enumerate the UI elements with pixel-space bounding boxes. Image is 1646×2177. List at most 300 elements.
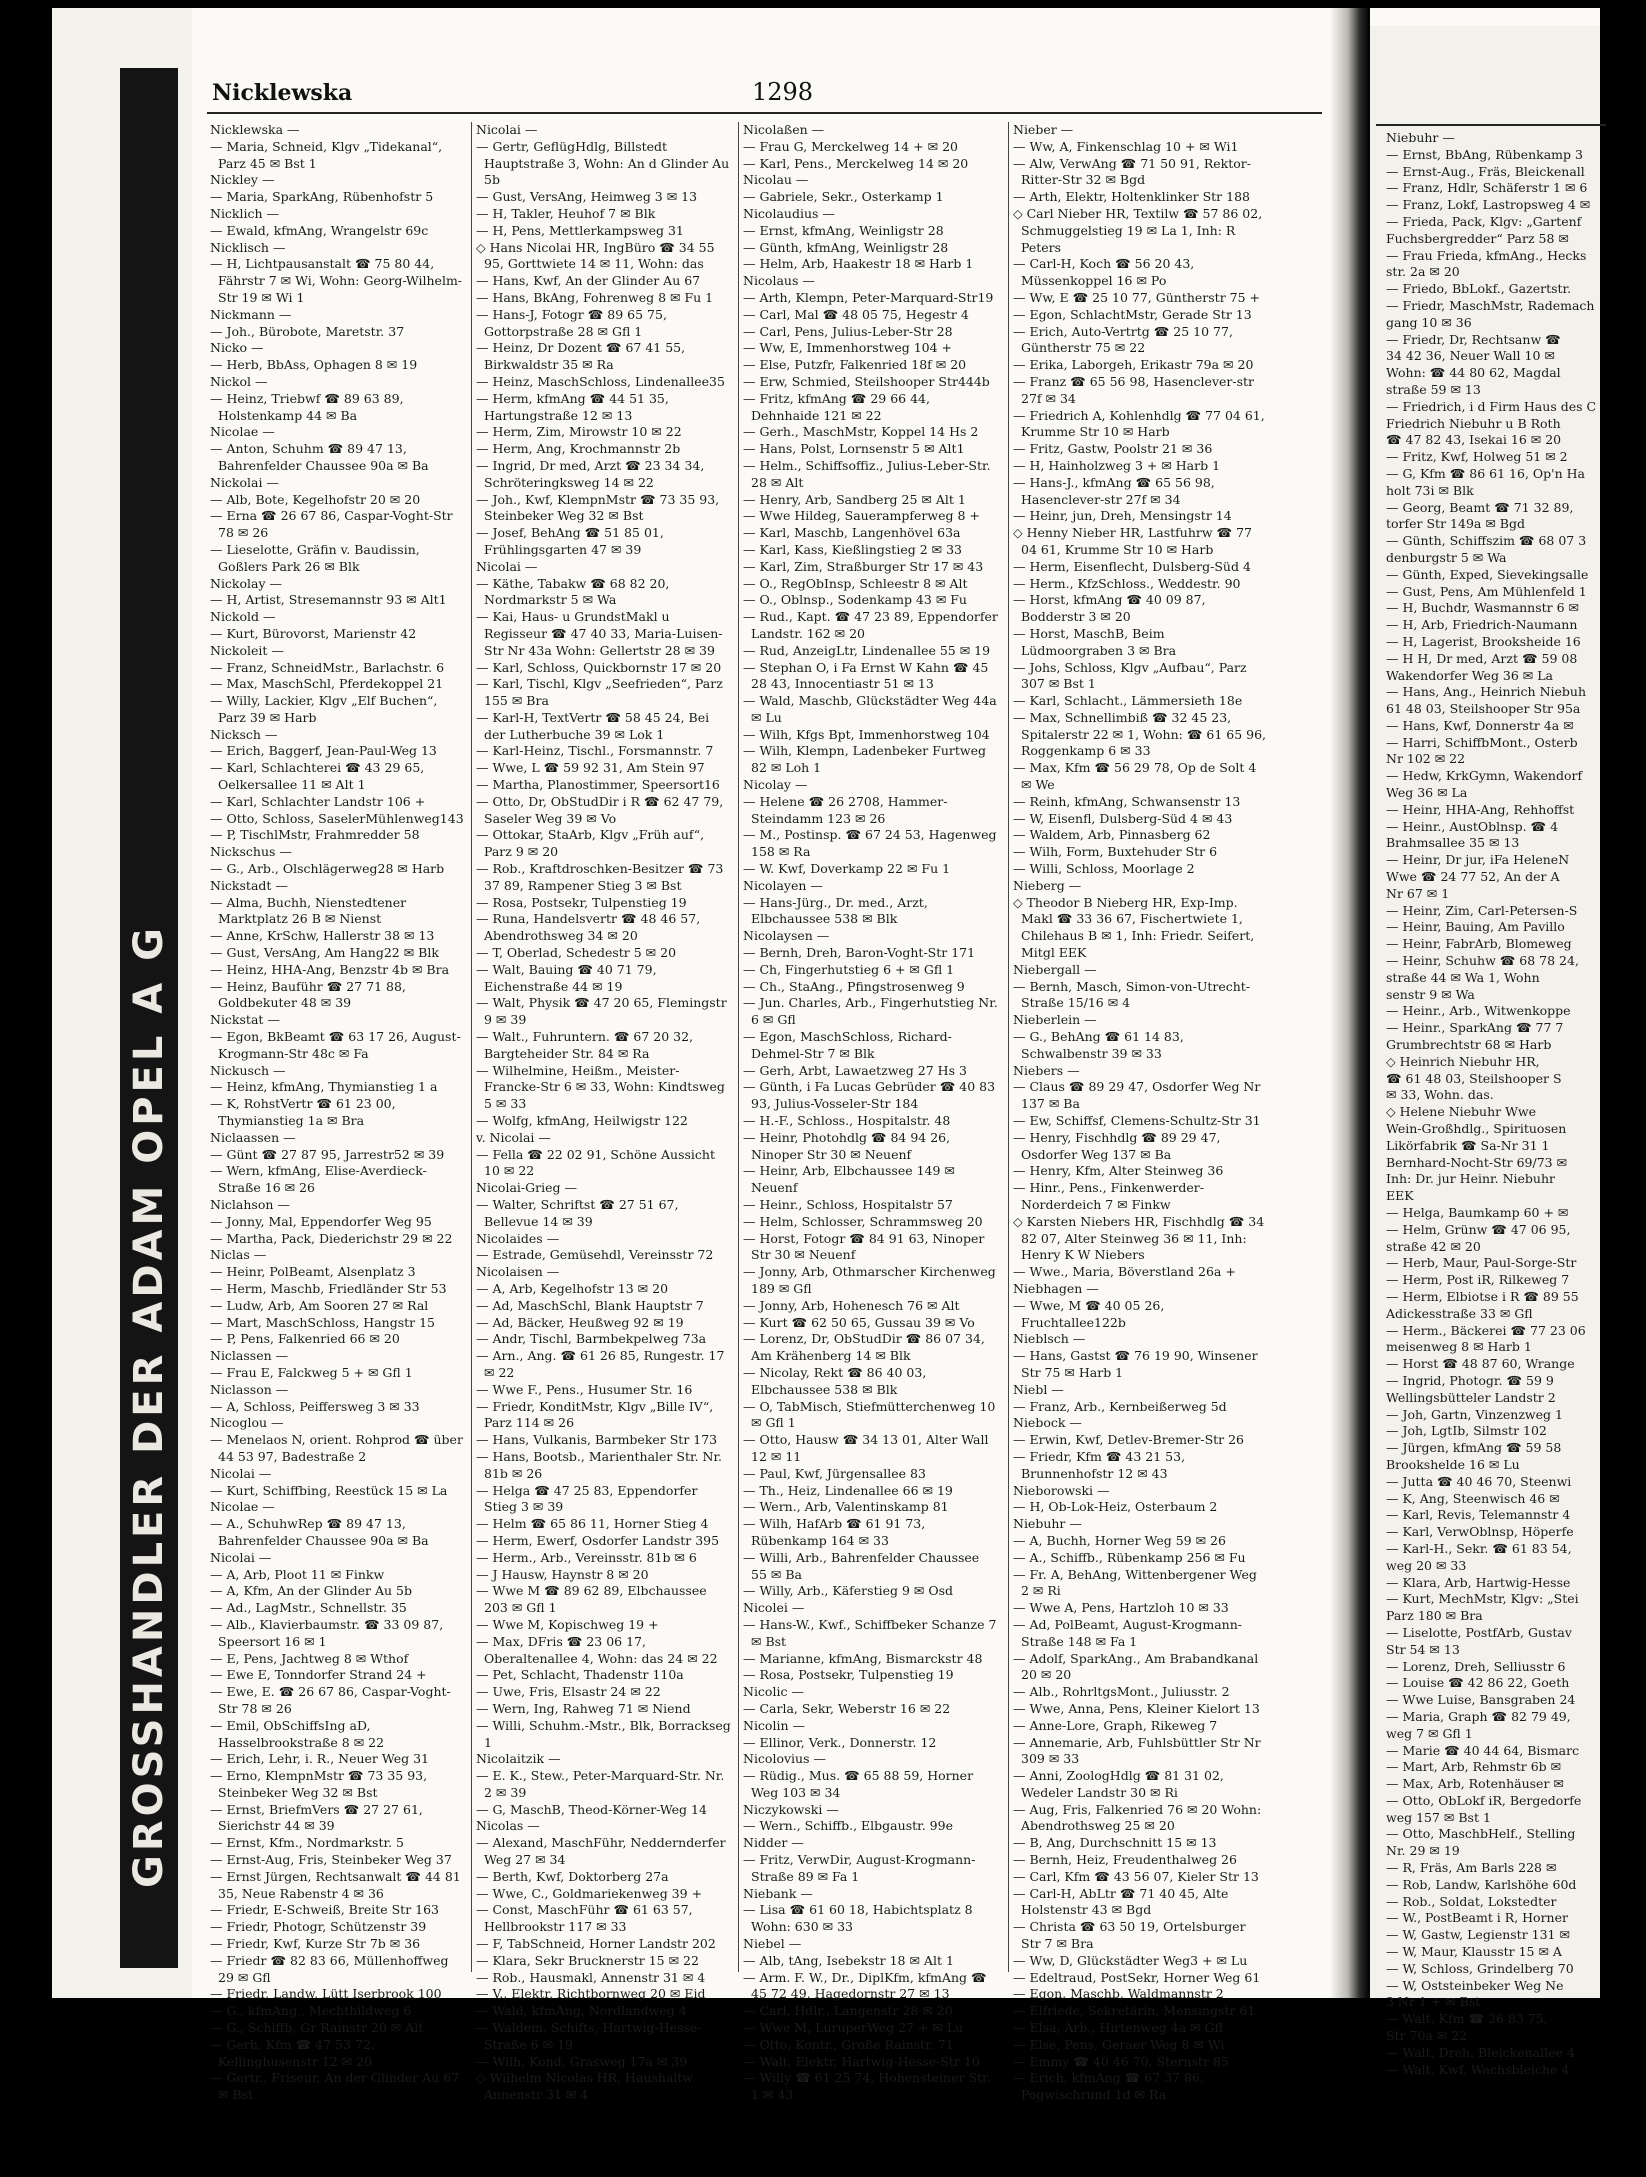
directory-entry: — Gust, VersAng, Am Hang22 ✉ Blk	[210, 945, 439, 961]
directory-entry: — Alw, VerwAng ☎ 71 50 91, Rektor-Ritter-Str 32 ✉ Bgd	[1013, 155, 1251, 188]
facing-page-entry: — R, Fräs, Am Barls 228 ✉	[1386, 1860, 1557, 1876]
surname-heading: Nicko —	[210, 340, 264, 356]
directory-entry: — Martha, Pack, Diederichstr 29 ✉ 22	[210, 1230, 453, 1246]
facing-page-entry: ◇ Helene Niebuhr Wwe	[1386, 1104, 1537, 1120]
directory-entry: — K, RohstVertr ☎ 61 23 00, Thymianstieg 1a ✉ Bra	[210, 1096, 396, 1129]
facing-page-entry: — Lorenz, Dreh, Selliusstr 6	[1386, 1658, 1566, 1674]
facing-page-entry: — Max, Arb, Rotenhäuser ✉	[1386, 1776, 1564, 1792]
facing-page-entry: Inh: Dr. jur Heinr. Niebuhr	[1386, 1171, 1555, 1187]
directory-entry: — Else, Pens, Geraer Weg 8 ✉ Wi	[1013, 2036, 1225, 2052]
directory-entry: — Rud, AnzeigLtr, Lindenallee 55 ✉ 19	[743, 642, 991, 658]
surname-heading: Nieberg —	[1013, 877, 1082, 893]
facing-page-entry: denburgstr 5 ✉ Wa	[1386, 549, 1507, 565]
directory-entry: — A, Schloss, Peiffersweg 3 ✉ 33	[210, 1398, 420, 1414]
directory-entry: — Bernh, Dreh, Baron-Voght-Str 171	[743, 945, 976, 961]
facing-page-entry: Brookshelde 16 ✉ Lu	[1386, 1456, 1520, 1472]
facing-page-header-rule	[1376, 124, 1606, 126]
facing-page-entry: — Rob., Soldat, Lokstedter	[1386, 1893, 1557, 1909]
facing-page-entry: — Herm, Elbiotse i R ☎ 89 55	[1386, 1288, 1579, 1304]
facing-page-entry: Niebuhr —	[1386, 130, 1455, 145]
directory-entry: — Wolfg, kfmAng, Heilwigstr 122	[476, 1113, 688, 1129]
directory-entry: — Carla, Sekr, Weberstr 16 ✉ 22	[743, 1700, 951, 1716]
directory-entry: — Karl, Pens., Merckelweg 14 ✉ 20	[743, 155, 969, 171]
facing-page-entry: — Klara, Arb, Hartwig-Hesse	[1386, 1574, 1571, 1590]
directory-entry: — Henry, Kfm, Alter Steinweg 36	[1013, 1163, 1224, 1179]
surname-heading: Nicolaisen —	[476, 1264, 560, 1280]
directory-entry: — Otto, Dr, ObStudDir i R ☎ 62 47 79, Saseler Weg 39 ✉ Vo	[476, 793, 724, 826]
column-divider	[471, 122, 472, 1972]
directory-entry: — Bernh, Heiz, Freudenthalweg 26	[1013, 1852, 1237, 1868]
directory-entry: — Helm ☎ 65 86 11, Horner Stieg 4	[476, 1516, 709, 1532]
facing-page-entry: Nr 67 ✉ 1	[1386, 885, 1450, 901]
facing-page-entry: — Hedw, KrkGymn, Wakendorf	[1386, 768, 1583, 784]
surname-heading: Nicolic —	[743, 1684, 804, 1700]
directory-entry: — Wern, kfmAng, Elise-Averdieck-Straße 16 ✉ 26	[210, 1163, 427, 1196]
directory-entry: — Rosa, Postsekr, Tulpenstieg 19	[476, 894, 687, 910]
facing-page-entry: Wakendorfer Weg 36 ✉ La	[1386, 667, 1553, 683]
directory-entry: — Walt, Elektr, Hartwig-Hesse-Str 10	[743, 2053, 980, 2069]
directory-entry: — Ernst, BriefmVers ☎ 27 27 61, Sierichstr 44 ✉ 39	[210, 1801, 423, 1834]
directory-entry: — Bernh, Masch, Simon-von-Utrecht-Straße 15/16 ✉ 4	[1013, 978, 1251, 1011]
directory-entry: — Wern., Arb, Valentinskamp 81	[743, 1499, 949, 1515]
directory-entry: — Alexand, MaschFühr, Neddernderfer Weg 27 ✉ 34	[476, 1835, 726, 1868]
directory-entry: — Kurt, Schiffbing, Reestück 15 ✉ La	[210, 1482, 448, 1498]
directory-entry: — Hans, Gastst ☎ 76 19 90, Winsener Str 75 ✉ Harb 1	[1013, 1348, 1258, 1380]
directory-entry: — Maria, Schneid, Klgv „Tidekanal“, Parz 45 ✉ Bst 1	[210, 138, 443, 171]
directory-entry: — Hans-J, Fotogr ☎ 89 65 75, Gottorpstraße 28 ✉ Gfl 1	[476, 306, 667, 339]
directory-entry: — Johs, Schloss, Klgv „Aufbau“, Parz 307 ✉ Bst 1	[1013, 659, 1247, 692]
directory-entry: — Arn., Ang. ☎ 61 26 85, Rungestr. 17 ✉ 22	[476, 1348, 725, 1380]
facing-page-entry: — Helga, Baumkamp 60 + ✉	[1386, 1205, 1569, 1220]
surname-heading: Nicksch —	[210, 726, 278, 742]
facing-page-entry: weg 157 ✉ Bst 1	[1386, 1809, 1491, 1825]
directory-entry: — Wern, Ing, Rahweg 71 ✉ Niend	[476, 1700, 691, 1716]
directory-entry: — Otto, Schloss, SaselerMühlenweg143	[210, 810, 464, 826]
surname-heading: Nieber —	[1013, 122, 1074, 137]
directory-entry: — Wilh, Kond, Grasweg 17a ✉ 39	[476, 2053, 688, 2069]
directory-entry: — Alma, Buchh, Nienstedtener Marktplatz 26 B ✉ Nienst	[210, 894, 407, 927]
directory-entry: — Herm., Arb., Vereinsstr. 81b ✉ 6	[476, 1549, 697, 1565]
directory-entry: — Karl-H, TextVertr ☎ 58 45 24, Bei der Lutherbuche 39 ✉ Lok 1	[476, 709, 710, 742]
facing-page-entry: weg 7 ✉ Gfl 1	[1386, 1725, 1473, 1741]
directory-entry: — G., Arb., Olschlägerweg28 ✉ Harb	[210, 861, 445, 877]
directory-entry: — Horst, kfmAng ☎ 40 09 87, Bodderstr 3 ✉ 20	[1013, 592, 1206, 625]
directory-column-3	[743, 122, 998, 2103]
directory-entry: — Paul, Kwf, Jürgensallee 83	[743, 1465, 926, 1481]
surname-heading: Nidder —	[743, 1835, 804, 1851]
directory-entry: — Arth, Klempn, Peter-Marquard-Str19	[743, 289, 994, 305]
surname-heading: Niebel —	[743, 1936, 802, 1952]
directory-entry: — Emil, ObSchiffsIng aD, Hasselbrookstraße 8 ✉ 22	[210, 1717, 385, 1750]
facing-page-entry: EEK	[1386, 1188, 1414, 1204]
directory-entry: — Rob., Kraftdroschken-Besitzer ☎ 73 37 89, Rampener Stieg 3 ✉ Bst	[476, 861, 724, 893]
directory-entry: — Karl, Zim, Straßburger Str 17 ✉ 43	[743, 558, 984, 574]
surname-heading: Niebl —	[1013, 1381, 1064, 1397]
directory-entry: — E. K., Stew., Peter-Marquard-Str. Nr. 2 ✉ 39	[476, 1768, 725, 1800]
directory-entry: — Ottokar, StaArb, Klgv „Früh auf“, Parz 9 ✉ 20	[476, 827, 705, 860]
directory-entry: — Herm., KfzSchloss., Weddestr. 90	[1013, 575, 1241, 591]
directory-entry: — Herb, BbAss, Ophagen 8 ✉ 19	[210, 357, 418, 373]
facing-page-entry: — Karl-H., Sekr. ☎ 61 83 54,	[1386, 1540, 1572, 1556]
facing-page-entry: Wohn: ☎ 44 80 62, Magdal	[1386, 365, 1561, 381]
directory-entry: — Menelaos N, orient. Rohprod ☎ über 44 53 97, Badestraße 2	[210, 1432, 463, 1464]
directory-entry: — Jonny, Arb, Hohenesch 76 ✉ Alt	[743, 1297, 960, 1313]
facing-page-entry: — Kurt, MechMstr, Klgv: „Stei	[1386, 1591, 1579, 1607]
directory-entry: — Willy ☎ 61 25 74, Hohensteiner Str. 1 ✉ 43	[743, 2070, 991, 2103]
directory-entry: — Ww, E ☎ 25 10 77, Güntherstr 75 +	[1013, 289, 1261, 305]
directory-entry: — Max, MaschSchl, Pferdekoppel 21	[210, 676, 444, 692]
facing-page-entry: Weg 36 ✉ La	[1386, 785, 1468, 801]
directory-entry: — Heinz, Dr Dozent ☎ 67 41 55, Birkwaldstr 35 ✉ Ra	[476, 340, 686, 373]
facing-page-entry: — Ingrid, Photogr. ☎ 59 9	[1386, 1372, 1554, 1388]
directory-entry: — Herm, Ewerf, Osdorfer Landstr 395	[476, 1532, 720, 1548]
facing-page-entry: — G, Kfm ☎ 86 61 16, Op'n Ha	[1386, 465, 1585, 481]
directory-entry: — Gertr., Friseur, An der Glinder Au 67 ✉ Bst	[210, 2070, 460, 2103]
directory-entry: — Christa ☎ 63 50 19, Ortelsburger Str 7 ✉ Bra	[1013, 1919, 1246, 1952]
surname-heading: Nickusch —	[210, 1062, 286, 1078]
directory-entry: — Friedr ☎ 82 83 66, Müllenhoffweg 29 ✉ Gfl	[210, 1952, 449, 1985]
directory-entry: — Hans-Jürg., Dr. med., Arzt, Elbchaussee 538 ✉ Blk	[743, 894, 928, 927]
directory-entry: — Alb, tAng, Isebekstr 18 ✉ Alt 1	[743, 1952, 954, 1968]
directory-entry: — Willi, Schloss, Moorlage 2	[1013, 861, 1195, 877]
directory-entry: — Gerh., MaschMstr, Koppel 14 Hs 2	[743, 424, 979, 440]
directory-entry: — Gertr, GeflügHdlg, Billstedt Hauptstraße 3, Wohn: An d Glinder Au 5b	[476, 138, 730, 188]
directory-entry: ◇ Carl Nieber HR, Textilw ☎ 57 86 02, Schmuggelstieg 19 ✉ La 1, Inh: R Peters	[1013, 205, 1263, 255]
surname-heading: Nicolin —	[743, 1717, 805, 1733]
directory-entry: — Wern., Schiffb., Elbgaustr. 99e	[743, 1818, 953, 1834]
facing-page-entry: — W, Schloss, Grindelberg 70	[1386, 1960, 1574, 1976]
facing-page-entry: 61 48 03, Steilshooper Str 95a	[1386, 701, 1581, 717]
facing-page-entry: — Frieda, Pack, Klgv: „Gartenf	[1386, 213, 1582, 229]
directory-entry: — Günt ☎ 27 87 95, Jarrestr52 ✉ 39	[210, 1146, 445, 1162]
facing-page-entry: — Helm, Grünw ☎ 47 06 95,	[1386, 1221, 1571, 1237]
directory-entry: — Fr. A, BehAng, Wittenbergener Weg 2 ✉ Ri	[1013, 1566, 1257, 1599]
facing-page-entry: — Günth, Exped, Sievekingsalle	[1386, 566, 1589, 582]
directory-entry: — Alb, Bote, Kegelhofstr 20 ✉ 20	[210, 491, 421, 507]
directory-entry: — A, Kfm, An der Glinder Au 5b	[210, 1583, 412, 1599]
facing-page-entry: — Jutta ☎ 40 46 70, Steenwi	[1386, 1473, 1572, 1489]
directory-entry: — Ch, Fingerhutstieg 6 + ✉ Gfl 1	[743, 961, 955, 977]
facing-page-entry: — Maria, Graph ☎ 82 79 49,	[1386, 1708, 1571, 1724]
directory-entry: — P, Pens, Falkenried 66 ✉ 20	[210, 1331, 400, 1347]
directory-entry: — Emmy ☎ 40 46 70, Sternstr 85	[1013, 2053, 1229, 2069]
directory-entry: ◇ Theodor B Nieberg HR, Exp-Imp. Makl ☎ 33 36 67, Fischertwiete 1, Chilehaus B ✉ 1, Inh: Friedr. Seifert, Mitgl EEK	[1013, 894, 1255, 961]
facing-page-entry: — Louise ☎ 42 86 22, Goeth	[1386, 1675, 1570, 1691]
directory-entry: — Ludw, Arb, Am Sooren 27 ✉ Ral	[210, 1297, 429, 1313]
directory-entry: — Martha, Planostimmer, Speersort16	[476, 777, 720, 793]
directory-entry: — Karl-Heinz, Tischl., Forsmannstr. 7	[476, 743, 714, 759]
directory-entry: — Wald, kfmAng, Nordlandweg 4	[476, 2003, 687, 2019]
directory-entry: — Kai, Haus- u GrundstMakl u Regisseur ☎ 47 40 33, Maria-Luisen-Str Nr 43a Wohn: Gellertstr 28 ✉ 39	[476, 609, 723, 658]
directory-entry: — A, Arb, Kegelhofstr 13 ✉ 20	[476, 1280, 669, 1296]
directory-entry: — Heinz, HHA-Ang, Benzstr 4b ✉ Bra	[210, 961, 450, 977]
directory-entry: — Wald, Maschb, Glückstädter Weg 44a ✉ Lu	[743, 693, 997, 725]
directory-entry: — Jonny, Mal, Eppendorfer Weg 95	[210, 1213, 432, 1229]
directory-entry: — Ernst Jürgen, Rechtsanwalt ☎ 44 81 35, Neue Rabenstr 4 ✉ 36	[210, 1868, 461, 1901]
directory-entry: — Wilh, Form, Buxtehuder Str 6	[1013, 844, 1218, 860]
facing-page-entry: Str 70a ✉ 22	[1386, 2028, 1468, 2044]
directory-entry: ◇ Wilhelm Nicolas HR, Haushaltw Annenstr 31 ✉ 4	[476, 2070, 694, 2103]
surname-heading: Nicolaysen —	[743, 928, 830, 944]
directory-entry: — Hans, Vulkanis, Barmbeker Str 173	[476, 1432, 718, 1448]
directory-entry: — Heinr, Photohdlg ☎ 84 94 26, Ninoper Str 30 ✉ Neuenf	[743, 1129, 951, 1162]
surname-heading: Nicklewska —	[210, 122, 300, 137]
surname-heading: Nicolai —	[476, 558, 538, 574]
directory-entry: — Ewald, kfmAng, Wrangelstr 69c	[210, 222, 429, 238]
facing-page-entry: — Friedrich, i d Firm Haus des C	[1386, 398, 1597, 414]
surname-heading: Niebhagen —	[1013, 1280, 1099, 1296]
directory-entry: — Heinz, kfmAng, Thymianstieg 1 a	[210, 1079, 438, 1095]
directory-entry: — Aug, Fris, Falkenried 76 ✉ 20 Wohn: Abendrothsweg 25 ✉ 20	[1013, 1801, 1262, 1834]
directory-entry: — Ernst, kfmAng, Weinligstr 28	[743, 222, 944, 238]
directory-entry: — Herm, Ang, Krochmannstr 2b	[476, 441, 681, 457]
page-number: 1298	[752, 78, 814, 106]
directory-entry: — T, Oberlad, Schedestr 5 ✉ 20	[476, 945, 677, 961]
directory-entry: — Rud., Kapt. ☎ 47 23 89, Eppendorfer Landstr. 162 ✉ 20	[743, 609, 998, 641]
directory-entry: — Lisa ☎ 61 60 18, Habichtsplatz 8 Wohn: 630 ✉ 33	[743, 1902, 973, 1935]
facing-page-entry: — Herm, Post iR, Rilkeweg 7	[1386, 1272, 1570, 1288]
surname-heading: Nicolai-Grieg —	[476, 1180, 577, 1196]
directory-entry: — H, Artist, Stresemannstr 93 ✉ Alt1	[210, 592, 447, 608]
facing-page-entry: Wein-Großhdlg., Spirituosen	[1386, 1121, 1567, 1137]
directory-entry: — Wwe, Anna, Pens, Kleiner Kielort 13	[1013, 1700, 1260, 1716]
directory-entry: — F, TabSchneid, Horner Landstr 202	[476, 1936, 716, 1952]
facing-page-entry: 3 Nr 1 + ✉ Bst	[1386, 1994, 1481, 2010]
facing-page-entry: — Heinr, FabrArb, Blomeweg	[1386, 936, 1572, 952]
directory-entry: — Walt, Physik ☎ 47 20 65, Flemingstr 9 ✉ 39	[476, 995, 727, 1028]
directory-entry: — Alb., RohrltgsMont., Juliusstr. 2	[1013, 1684, 1230, 1700]
directory-entry: — Ad, MaschSchl, Blank Hauptstr 7	[476, 1297, 704, 1313]
directory-entry: — Otto, Kontr., Große Rainstr. 71	[743, 2036, 954, 2052]
facing-page-entry: — Rob, Landw, Karlshöhe 60d	[1386, 1876, 1577, 1892]
facing-page-entry: — Walt, Dreh, Bleickenallee 4	[1386, 2044, 1575, 2060]
directory-entry: — Wwe., Maria, Böverstland 26a +	[1013, 1264, 1236, 1280]
facing-page-entry: — Georg, Beamt ☎ 71 32 89,	[1386, 499, 1574, 515]
facing-page-entry: torfer Str 149a ✉ Bgd	[1386, 516, 1525, 532]
directory-entry: — Anni, ZoologHdlg ☎ 81 31 02, Wedeler Landstr 30 ✉ Ri	[1013, 1768, 1224, 1800]
directory-entry: — H, Hainholzweg 3 + ✉ Harb 1	[1013, 457, 1221, 473]
directory-entry: — Lorenz, Dr, ObStudDir ☎ 86 07 34, Am Krähenberg 14 ✉ Blk	[743, 1331, 985, 1364]
surname-heading: v. Nicolai —	[476, 1129, 551, 1145]
directory-entry: — Erich, Baggerf, Jean-Paul-Weg 13	[210, 743, 437, 759]
directory-entry: — Alb., Klavierbaumstr. ☎ 33 09 87, Speersort 16 ✉ 1	[210, 1616, 444, 1649]
surname-heading: Nicolae —	[210, 1499, 275, 1515]
directory-entry: — Günth, kfmAng, Weinligstr 28	[743, 239, 949, 255]
directory-entry: — Ewe, E. ☎ 26 67 86, Caspar-Voght-Str 78 ✉ 26	[210, 1684, 451, 1716]
directory-entry: — Carl, Hdlr., Langenstr 28 ✉ 20	[743, 2003, 953, 2019]
facing-page-entry: Grumbrechtstr 68 ✉ Harb	[1386, 1037, 1552, 1053]
directory-entry: — Walter, Schriftst ☎ 27 51 67, Bellevue 14 ✉ 39	[476, 1197, 679, 1229]
facing-page-entry: str. 2a ✉ 20	[1386, 264, 1460, 280]
facing-page-entry: weg 20 ✉ 33	[1386, 1557, 1467, 1573]
facing-page-entry: — Gust, Pens, Am Mühlenfeld 1	[1386, 583, 1587, 599]
directory-entry: — Estrade, Gemüsehdl, Vereinsstr 72	[476, 1247, 714, 1263]
directory-entry: — Erika, Laborgeh, Erikastr 79a ✉ 20	[1013, 357, 1254, 373]
facing-page-entry: meisenweg 8 ✉ Harb 1	[1386, 1339, 1532, 1355]
directory-entry: — Th., Heiz, Lindenallee 66 ✉ 19	[743, 1482, 953, 1498]
facing-page-entry: — Karl, Revis, Telemannstr 4	[1386, 1507, 1571, 1523]
directory-entry: — Heinz, Bauführ ☎ 27 71 88, Goldbekuter 48 ✉ 39	[210, 978, 406, 1011]
facing-page-entry: — Hans, Kwf, Donnerstr 4a ✉	[1386, 717, 1574, 733]
directory-entry: — Willi, Arb., Bahrenfelder Chaussee 55 ✉ Ba	[743, 1549, 980, 1582]
facing-page-entry: — H H, Dr med, Arzt ☎ 59 08	[1386, 650, 1578, 666]
directory-entry: — O., RegObInsp, Schleestr 8 ✉ Alt	[743, 575, 968, 591]
directory-entry: — Wwe F., Pens., Husumer Str. 16	[476, 1381, 693, 1397]
directory-entry: — Karl, Tischl, Klgv „Seefrieden“, Parz 155 ✉ Bra	[476, 676, 723, 709]
directory-entry: — Joh., Bürobote, Maretstr. 37	[210, 323, 405, 339]
directory-entry: — Walt., Fuhruntern. ☎ 67 20 32, Bargteheider Str. 84 ✉ Ra	[476, 1029, 694, 1061]
directory-entry: — Ingrid, Dr med, Arzt ☎ 23 34 34, Schröteringksweg 14 ✉ 22	[476, 457, 705, 490]
directory-entry: — Gabriele, Sekr., Osterkamp 1	[743, 189, 944, 205]
surname-heading: Nicolay —	[743, 777, 808, 793]
facing-page-entry: — Herb, Maur, Paul-Sorge-Str	[1386, 1255, 1577, 1271]
directory-entry: — Egon, MaschSchloss, Richard-Dehmel-Str 7 ✉ Blk	[743, 1029, 952, 1061]
directory-entry: — Horst, MaschB, Beim Lüdmoorgraben 3 ✉ Bra	[1013, 625, 1177, 658]
directory-entry: — Franz, Arb., Kernbeißerweg 5d	[1013, 1398, 1227, 1414]
directory-entry: — Hans-J., kfmAng ☎ 65 56 98, Hasenclever-str 27f ✉ 34	[1013, 474, 1215, 507]
directory-entry: — Carl, Kfm ☎ 43 56 07, Kieler Str 13	[1013, 1868, 1259, 1884]
surname-heading: Nicolae —	[210, 424, 275, 440]
facing-page-entry: gang 10 ✉ 36	[1386, 314, 1472, 330]
directory-entry: — Karl, Kass, Kießlingstieg 2 ✉ 33	[743, 541, 962, 557]
surname-heading: Nicolai —	[210, 1465, 272, 1481]
facing-page-entry: — Heinr., Arb., Witwenkoppe	[1386, 1003, 1571, 1019]
facing-page-entry: holt 73i ✉ Blk	[1386, 482, 1474, 498]
directory-entry: — Ww, D, Glückstädter Weg3 + ✉ Lu	[1013, 1952, 1248, 1968]
facing-page-entry: — Jürgen, kfmAng ☎ 59 58	[1386, 1440, 1562, 1456]
directory-entry: — Karl, Schloss, Quickbornstr 17 ✉ 20	[476, 659, 722, 675]
facing-page-entry: — Heinr, HHA-Ang, Rehhoffst	[1386, 801, 1575, 817]
directory-entry: — O., Oblnsp., Sodenkamp 43 ✉ Fu	[743, 592, 967, 608]
surname-heading: Nickstadt —	[210, 877, 288, 893]
directory-entry: — Klara, Sekr Brucknerstr 15 ✉ 22	[476, 1952, 699, 1968]
directory-entry: — P, TischlMstr, Frahmredder 58	[210, 827, 420, 843]
facing-page-entry: Nr. 29 ✉ 19	[1386, 1843, 1460, 1859]
facing-page-entry: — Friedr, Dr, Rechtsanw ☎	[1386, 331, 1561, 347]
directory-entry: — Helga ☎ 47 25 83, Eppendorfer Stieg 3 ✉ 39	[476, 1482, 698, 1515]
directory-entry: — Wwe, L ☎ 59 92 31, Am Stein 97	[476, 760, 705, 776]
directory-entry: — Annemarie, Arb, Fuhlsbüttler Str Nr 309 ✉ 33	[1013, 1734, 1261, 1767]
directory-entry: — G., Schiffb, Gr Rainstr 20 ✉ Alt	[210, 2020, 424, 2036]
surname-heading: Nickley —	[210, 172, 275, 188]
facing-page-entry: — K, Ang, Steenwisch 46 ✉	[1386, 1490, 1560, 1506]
surname-heading: Niczykowski —	[743, 1801, 839, 1817]
directory-entry: — Hans, Kwf, An der Glinder Au 67	[476, 273, 701, 289]
column-divider	[1008, 122, 1009, 1972]
directory-entry: — Ew, Schiffsf, Clemens-Schultz-Str 31	[1013, 1113, 1261, 1129]
directory-entry: — Franz, SchneidMstr., Barlachstr. 6	[210, 659, 445, 675]
facing-page-entry: — Marie ☎ 40 44 64, Bismarc	[1386, 1742, 1580, 1758]
facing-page-entry: Likörfabrik ☎ Sa-Nr 31 1	[1386, 1137, 1550, 1153]
directory-entry: — Willy, Lackier, Klgv „Elf Buchen“, Parz 39 ✉ Harb	[210, 693, 438, 725]
directory-entry: — Wwe M, LuruperWeg 27 + ✉ Lu	[743, 2020, 964, 2036]
facing-page-entry: — Otto, MaschbHelf., Stelling	[1386, 1826, 1576, 1842]
directory-entry: — Friedr, Photogr, Schützenstr 39	[210, 1919, 427, 1935]
surname-heading: Nicolovius —	[743, 1751, 826, 1767]
directory-entry: — Pet, Schlacht, Thadenstr 110a	[476, 1667, 684, 1683]
directory-entry: — Herm, Eisenflecht, Dulsberg-Süd 4	[1013, 558, 1251, 574]
facing-page-entry: ◇ Heinrich Niebuhr HR,	[1386, 1053, 1540, 1069]
directory-entry: — Frau E, Falckweg 5 + ✉ Gfl 1	[210, 1364, 413, 1380]
directory-entry: — Heinr, Arb, Elbchaussee 149 ✉ Neuenf	[743, 1163, 955, 1196]
column-divider	[738, 122, 739, 1972]
facing-page-entry: — H, Arb, Friedrich-Naumann	[1386, 617, 1578, 633]
facing-page-entry: — Mart, Arb, Rehmstr 6b ✉	[1386, 1759, 1562, 1775]
directory-entry: — Reinh, kfmAng, Schwansenstr 13	[1013, 793, 1241, 809]
directory-entry: — Friedr, Landw, Lütt Iserbrook 100	[210, 1986, 442, 2002]
directory-entry: — Max, DFris ☎ 23 06 17, Oberaltenallee 4, Wohn: das 24 ✉ 22	[476, 1633, 718, 1666]
surname-heading: Nicoglou —	[210, 1415, 284, 1431]
directory-entry: — O, TabMisch, Stiefmütterchenweg 10 ✉ Gfl 1	[743, 1398, 996, 1431]
surname-heading: Nickolay —	[210, 575, 283, 591]
facing-page-entry: — Harri, SchiffbMont., Osterb	[1386, 734, 1578, 750]
surname-heading: Nicolau —	[743, 172, 809, 188]
directory-entry: — Franz ☎ 65 56 98, Hasenclever-str 27f ✉ 34	[1013, 373, 1255, 406]
directory-entry: — Friedr, Kfm ☎ 43 21 53, Brunnenhofstr 12 ✉ 43	[1013, 1448, 1186, 1481]
surname-heading: Niclassen —	[210, 1348, 289, 1364]
surname-heading: Nicolai —	[210, 1549, 272, 1565]
directory-entry: — Friedr, E-Schweiß, Breite Str 163	[210, 1902, 439, 1918]
directory-entry: — Maria, SparkAng, Rübenhofstr 5	[210, 189, 434, 205]
facing-page-entry: — Günth, Schiffszim ☎ 68 07 3	[1386, 533, 1587, 549]
header-rule	[207, 112, 1322, 114]
facing-page-entry: — Karl, VerwOblnsp, Höperfe	[1386, 1524, 1574, 1540]
directory-entry: — Edeltraud, PostSekr, Horner Weg 61	[1013, 1969, 1261, 1985]
facing-page-entry: — Horst ☎ 48 87 60, Wrange	[1386, 1356, 1575, 1372]
directory-entry: — Wilhelmine, Heißm., Meister-Francke-Str 6 ✉ 33, Wohn: Kindtsweg 5 ✉ 33	[476, 1062, 725, 1112]
directory-entry: — Günth, i Fa Lucas Gebrüder ☎ 40 83 93, Julius-Vosseler-Str 184	[743, 1079, 996, 1112]
facing-page-entry: — Walt, Kfm ☎ 26 83 75,	[1386, 2011, 1548, 2027]
directory-entry: — Hans, Bootsb., Marienthaler Str. Nr. 81b ✉ 26	[476, 1448, 723, 1481]
facing-page-entry: Bernhard-Nocht-Str 69/73 ✉	[1386, 1154, 1568, 1170]
directory-entry: — Anton, Schuhm ☎ 89 47 13, Bahrenfelder Chaussee 90a ✉ Ba	[210, 441, 429, 473]
directory-entry: — Waldem, Schifts, Hartwig-Hesse-Straße 6 ✉ 19	[476, 2020, 702, 2052]
directory-entry: — Runa, Handelsvertr ☎ 48 46 57, Abendrothsweg 34 ✉ 20	[476, 911, 701, 944]
facing-page-entry: — Liselotte, PostfArb, Gustav	[1386, 1624, 1572, 1640]
directory-entry: — H, Ob-Lok-Heiz, Osterbaum 2	[1013, 1499, 1218, 1515]
directory-entry: — Helm, Schlosser, Schrammsweg 20	[743, 1213, 983, 1229]
directory-entry: — W, Eisenfl, Dulsberg-Süd 4 ✉ 43	[1013, 810, 1233, 826]
directory-entry: — Heinr., Schloss, Hospitalstr 57	[743, 1197, 953, 1212]
directory-entry: — Ch., StaAng., Pfingstrosenweg 9	[743, 978, 965, 994]
facing-page-entry: — Heinr., AustOblnsp. ☎ 4	[1386, 818, 1559, 834]
directory-entry: — Erwin, Kwf, Detlev-Bremer-Str 26	[1013, 1432, 1245, 1448]
facing-page-entry: senstr 9 ✉ Wa	[1386, 986, 1475, 1002]
directory-entry: — Arm. F. W., Dr., DiplKfm, kfmAng ☎ 45 72 49, Hagedornstr 27 ✉ 13	[743, 1969, 987, 2002]
facing-page-entry: — W, Oststeinbeker Weg Ne	[1386, 1977, 1564, 1993]
directory-entry: — Otto, Hausw ☎ 34 13 01, Alter Wall 12 ✉ 11	[743, 1432, 989, 1464]
scanned-directory-page	[52, 8, 1600, 2103]
facing-page-entry: Fuchsbergredder“ Parz 58 ✉	[1386, 230, 1569, 246]
directory-column-1	[210, 122, 465, 2103]
surname-heading: Niebank —	[743, 1885, 813, 1901]
facing-page-entry: — Heinr, Bauing, Am Pavillo	[1386, 919, 1565, 935]
directory-entry: — Claus ☎ 89 29 47, Osdorfer Weg Nr 137 ✉ Ba	[1013, 1079, 1261, 1112]
facing-page-entry: — Walt, Kwf, Wachsbleiche 4	[1386, 2061, 1570, 2077]
surname-heading: Nicolaides —	[476, 1230, 560, 1246]
facing-page-entry: — Ernst-Aug., Fräs, Bleickenall	[1386, 163, 1585, 179]
directory-entry: — Wwe, M ☎ 40 05 26, Fruchtallee122b	[1013, 1297, 1165, 1330]
directory-entry: — Herm, Maschb, Friedländer Str 53	[210, 1280, 447, 1296]
facing-page-entry: — Friedr, MaschMstr, Rademach	[1386, 297, 1595, 313]
directory-entry: — Lieselotte, Gräfin v. Baudissin, Goßlers Park 26 ✉ Blk	[210, 541, 420, 574]
directory-entry: — Rüdig., Mus. ☎ 65 88 59, Horner Weg 103 ✉ 34	[743, 1768, 974, 1800]
surname-heading: Niclahson —	[210, 1197, 290, 1212]
facing-page-entry: ✉ 33, Wohn. das.	[1386, 1087, 1494, 1103]
directory-entry: — Fritz, VerwDir, August-Krogmann-Straße 89 ✉ Fa 1	[743, 1852, 976, 1884]
directory-entry: — Anne-Lore, Graph, Rikeweg 7	[1013, 1717, 1218, 1733]
facing-page-entry: Friedrich Niebuhr u B Roth	[1386, 415, 1561, 431]
